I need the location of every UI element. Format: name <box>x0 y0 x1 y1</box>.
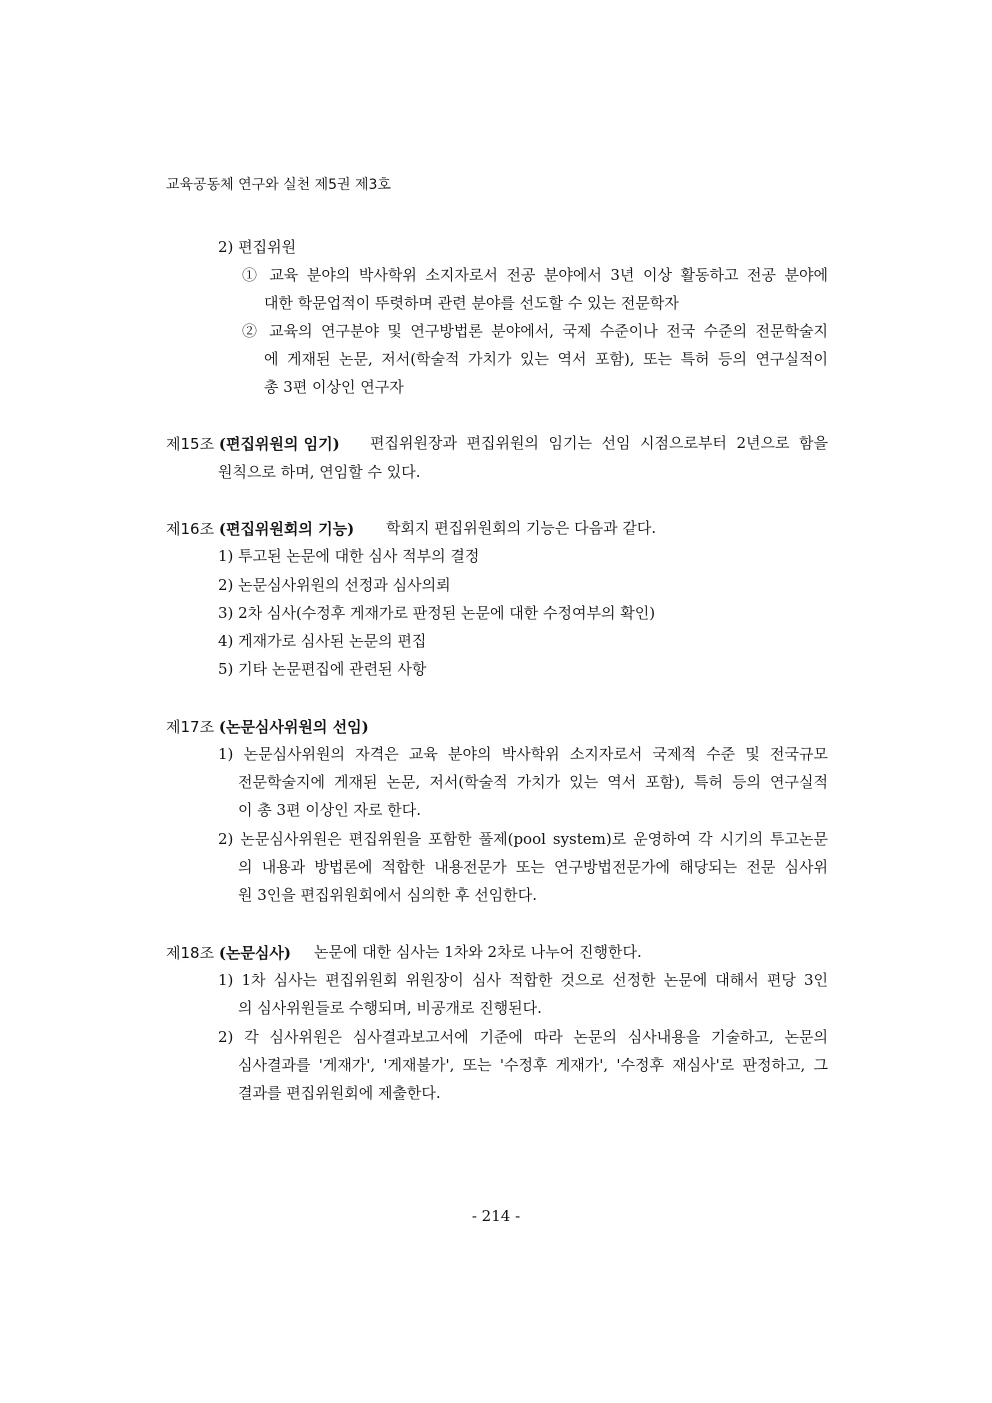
article-15-heading <box>166 433 340 454</box>
article-title: (논문심사위원의 선임) <box>218 718 369 736</box>
list-item-continued: 원 3인을 편집위원회에서 심의한 후 선임한다. <box>238 886 537 904</box>
article-16-heading <box>166 518 354 539</box>
list-item: 3) 2차 심사(수정후 게재가로 판정된 논문에 대한 수정여부의 확인) <box>218 604 656 622</box>
article-text: 편집위원장과 편집위원의 임기는 선임 시점으로부터 2년으로 함을 <box>370 434 828 452</box>
list-item-continued: 총 3편 이상인 연구자 <box>264 378 404 396</box>
article-number: 제17조 <box>166 718 215 736</box>
list-item: ① 교육 분야의 박사학위 소지자로서 전공 분야에서 3년 이상 활동하고 전공 분야에 <box>242 266 828 284</box>
article-number: 제15조 <box>166 435 215 453</box>
article-text: 학회지 편집위원회의 기능은 다음과 같다. <box>386 519 657 537</box>
list-item: 2) 논문심사위원의 선정과 심사의뢰 <box>218 576 451 594</box>
list-item: 1) 논문심사위원의 자격은 교육 분야의 박사학위 소지자로서 국제적 수준 및 전국규모 <box>218 745 828 763</box>
list-item-continued: 에 게재된 논문, 저서(학술적 가치가 있는 역서 포함), 또는 특허 등의 연구실적이 <box>264 350 828 368</box>
list-item-continued: 대한 학문업적이 뚜렷하며 관련 분야를 선도할 수 있는 전문학자 <box>264 294 679 312</box>
article-text: 논문에 대한 심사는 1차와 2차로 나누어 진행한다. <box>314 943 642 961</box>
article-title: (편집위원회의 기능) <box>218 520 355 538</box>
list-item-continued: 의 심사위원들로 수행되며, 비공개로 진행된다. <box>238 999 542 1017</box>
list-item-continued: 의 내용과 방법론에 적합한 내용전문가 또는 연구방법전문가에 해당되는 전문 심사위 <box>238 858 828 876</box>
article-number: 제16조 <box>166 520 215 538</box>
article-18-heading <box>166 942 291 963</box>
list-item: 4) 게재가로 심사된 논문의 편집 <box>218 632 427 650</box>
article-number: 제18조 <box>166 944 215 962</box>
list-item-continued: 심사결과를 '게재가', '게재불가', 또는 '수정후 게재가', '수정후 재심사'로 판정하고, 그 <box>238 1056 829 1074</box>
list-item: 2) 논문심사위원은 편집위원을 포함한 풀제(pool system)로 운영하여 각 시기의 투고논문 <box>218 830 828 848</box>
list-item-continued: 전문학술지에 게재된 논문, 저서(학술적 가치가 있는 역서 포함), 특허 등의 연구실적 <box>238 773 828 791</box>
list-item: 5) 기타 논문편집에 관련된 사항 <box>218 660 427 678</box>
list-item-continued: 이 총 3편 이상인 자로 한다. <box>238 801 422 819</box>
section-heading: 2) 편집위원 <box>218 238 297 256</box>
list-item: ② 교육의 연구분야 및 연구방법론 분야에서, 국제 수준이나 전국 수준의 전문학술지 <box>242 322 828 340</box>
article-title: (편집위원의 임기) <box>218 435 340 453</box>
list-item: 2) 각 심사위원은 심사결과보고서에 기준에 따라 논문의 심사내용을 기술하고, 논문의 <box>218 1028 828 1046</box>
list-item: 1) 1차 심사는 편집위원회 위원장이 심사 적합한 것으로 선정한 논문에 대해서 편당 3인 <box>218 971 828 989</box>
list-item-continued: 결과를 편집위원회에 제출한다. <box>238 1084 441 1102</box>
article-text: 원칙으로 하며, 연임할 수 있다. <box>218 463 421 481</box>
article-17-heading <box>166 716 369 737</box>
article-title: (논문심사) <box>218 944 292 962</box>
journal-header: 교육공동체 연구와 실천 제5권 제3호 <box>166 177 391 193</box>
page-number: - 214 - <box>471 1207 521 1225</box>
list-item: 1) 투고된 논문에 대한 심사 적부의 결정 <box>218 547 480 565</box>
